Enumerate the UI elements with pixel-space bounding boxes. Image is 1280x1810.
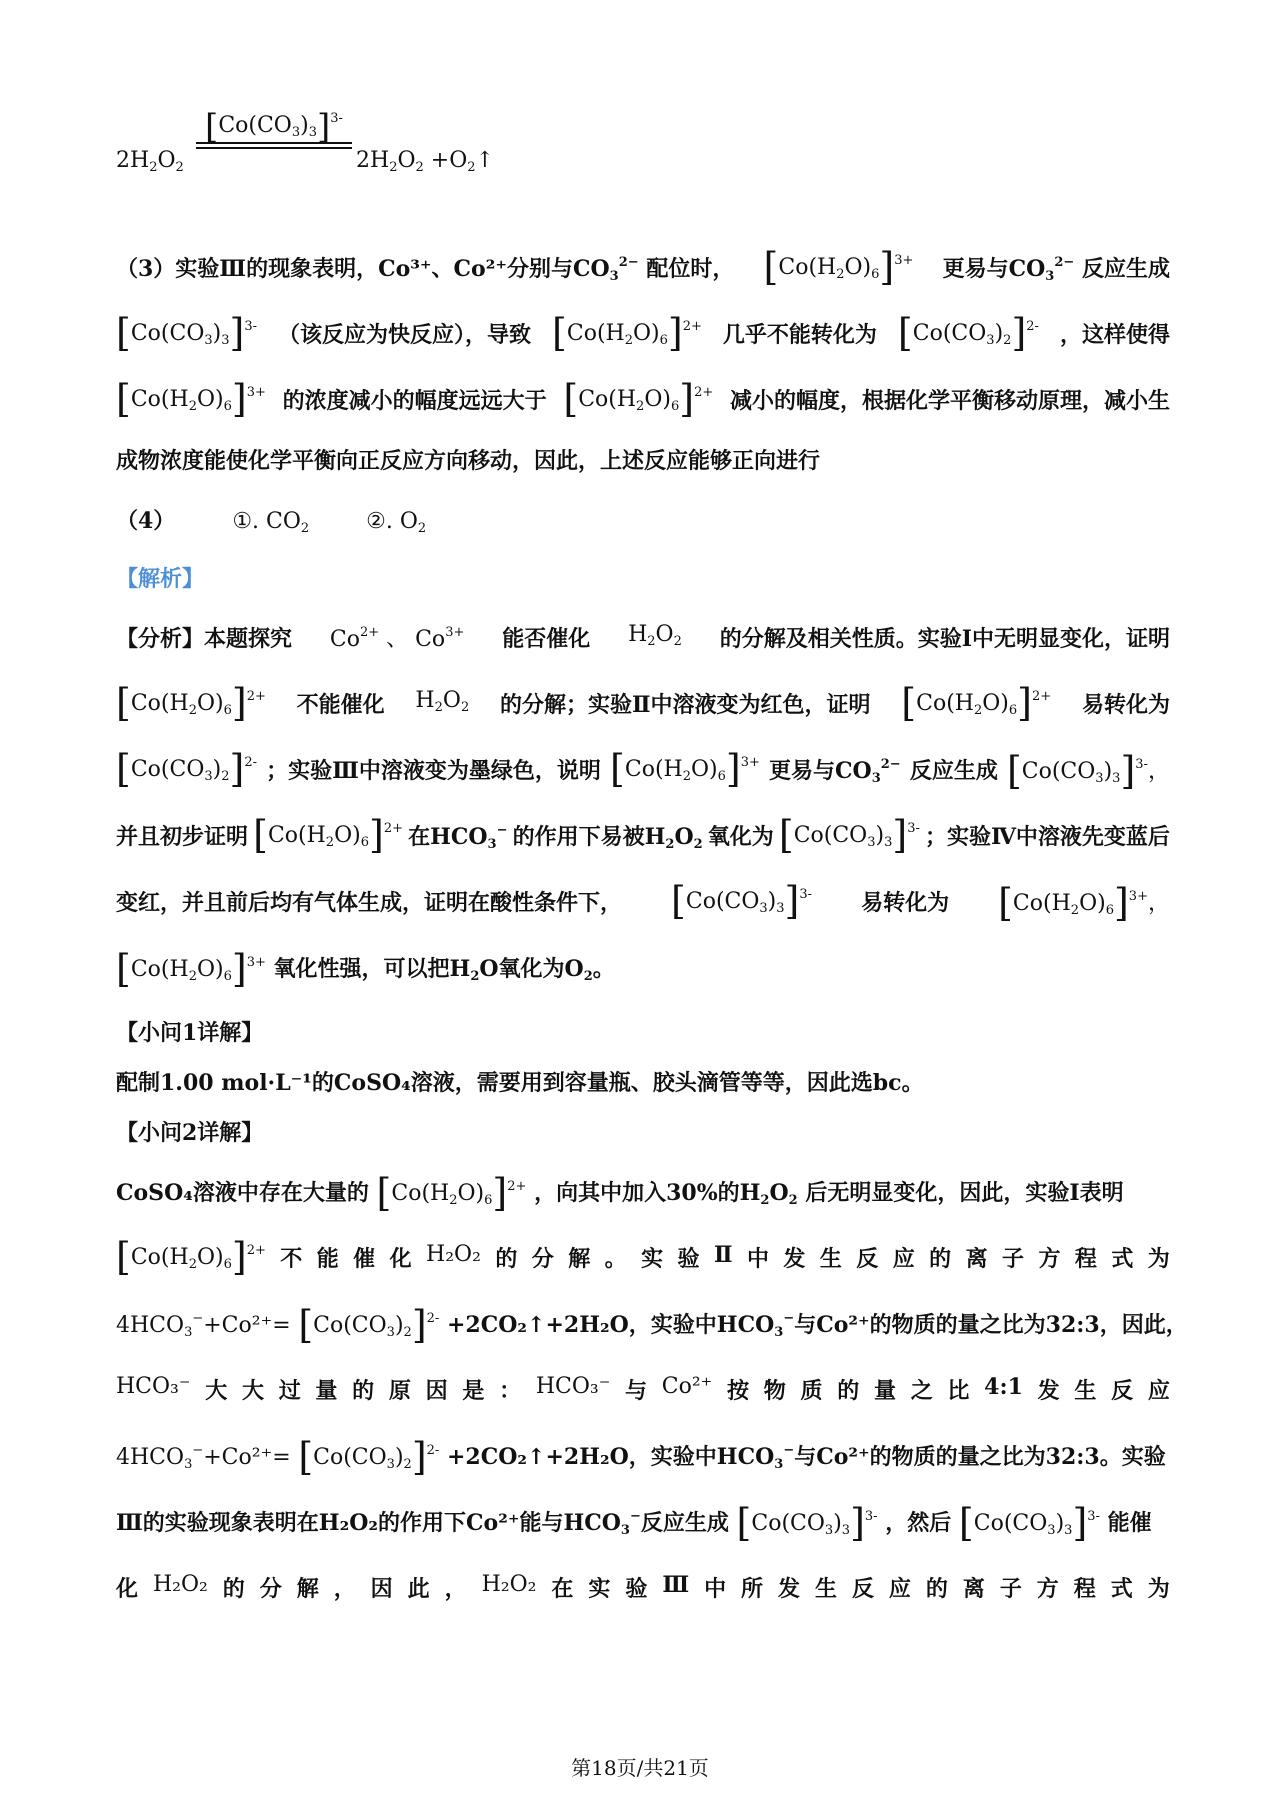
- analysis-line6: $[Co(H_2O)_6]^{3+}$ 氧化性强，可以把$H_2O$氧化为$O_2$。: [116, 947, 615, 991]
- q1-text: 配制1.00 mol·L⁻¹的CoSO₄溶液，需要用到容量瓶、胶头滴管等等，因此选bc。: [116, 1070, 924, 1096]
- top-equation: $2H_2O_2$ $[Co(CO_3)_3]^{3-}$ $2H_2O_2$ $+O_2↑$: [116, 107, 494, 175]
- p3-line4: 成物浓度能使化学平衡向正反应方向移动，因此，上述反应能够正向进行: [116, 448, 821, 474]
- analysis-line2: $[Co(H_2O)_6]^{2+}$ 不能催化 $H_2O_2$ 的分解；实验Ⅱ中溶液变为红色，证明 $[Co(H_2O)_6]^{2+}$ 易转化为: [116, 681, 1170, 725]
- q2-line6: Ⅲ的实验现象表明在H₂O₂的作用下Co²⁺能与$HCO_3^-$反应生成 $[Co(CO_3)_3]^{3-}$ ，然后 $[Co(CO_3)_3]^{3-}$ 能催: [116, 1501, 1152, 1545]
- analysis-line5: 变红，并且前后均有气体生成，证明在酸性条件下， $[Co(CO_3)_3]^{3-}$ 易转化为 $[Co(H_2O)_6]^{3+}$，: [116, 879, 1170, 925]
- page-footer: 第18页/共21页: [571, 1756, 709, 1780]
- p4-answers: （4） ①. $CO_2$ ②. $O_2$: [116, 508, 427, 536]
- p3-line3: $[Co(H_2O)_6]^{3+}$ 的浓度减小的幅度远远大于 $[Co(H_2O)_6]^{2+}$ 减小的幅度，根据化学平衡移动原理，减小生: [116, 377, 1170, 421]
- analysis-line4: 并且初步证明 $[Co(H_2O)_6]^{2+}$ 在$HCO_3^-$ 的作用下易被$H_2O_2$ 氧化为 $[Co(CO_3)_3]^{3-}$ ；实验Ⅳ中溶液先变蓝后: [116, 813, 1170, 857]
- q2-line7: 化 H₂O₂ 的 分 解 ， 因 此 ， H₂O₂ 在 实 验 Ⅲ 中 所 发 生 反 应 的 离 子 方 程 式 为: [116, 1572, 1170, 1602]
- p3-line2: $[Co(CO_3)_3]^{3-}$ （该反应为快反应），导致 $[Co(H_2O)_6]^{2+}$ 几乎不能转化为 $[Co(CO_3)_2]^{2-}$ ，这样使得: [116, 311, 1170, 355]
- q2-line2: $[Co(H_2O)_6]^{2+}$ 不 能 催 化 H₂O₂ 的 分 解 。 实 验 Ⅱ 中 发 生 反 应 的 离 子 方 程 式 为: [116, 1235, 1170, 1279]
- q2-line4: HCO₃⁻ 大 大 过 量 的 原 因 是 ： HCO₃⁻ 与 Co²⁺ 按 物 质 的 量 之 比 4:1 发 生 反 应: [116, 1374, 1170, 1404]
- p3-line1: （3）实验Ⅲ的现象表明，Co³⁺、Co²⁺分别与$CO_3^{2-}$ 配位时， $[Co(H_2O)_6]^{3+}$ 更易与$CO_3^{2-}$ 反应生成: [116, 245, 1170, 289]
- catalyst-over-arrow: $[Co(CO_3)_3]^{3-}$: [196, 112, 352, 149]
- q1-title: 【小问1详解】: [116, 1020, 264, 1046]
- analysis-line1: 【分析】本题探究 $Co^{2+}$ 、 $Co^{3+}$ 能否催化 $H_2O_2$ 的分解及相关性质。实验Ⅰ中无明显变化，证明: [116, 622, 1170, 652]
- q2-line5: $4HCO_3^-+Co^{2+}= [Co(CO_3)_2]^{2-}$ +2CO₂↑+2H₂O，实验中$HCO_3^-$与Co²⁺的物质的量之比为32:3。实验: [116, 1435, 1166, 1479]
- q2-line3: $4HCO_3^-+Co^{2+}= [Co(CO_3)_2]^{2-}$ +2CO₂↑+2H₂O，实验中$HCO_3^-$与Co²⁺的物质的量之比为32:3，因此，: [116, 1303, 1188, 1347]
- analysis-line3: $[Co(CO_3)_2]^{2-}$ ；实验Ⅲ中溶液变为墨绿色，说明 $[Co(H_2O)_6]^{3+}$ 更易与$CO_3^{2-}$ 反应生成 $[Co(CO_3)_3]^{3-}$，: [116, 747, 1170, 793]
- q2-line1: CoSO₄溶液中存在大量的 $[Co(H_2O)_6]^{2+}$ ，向其中加入30%的$H_2O_2$ 后无明显变化，因此，实验Ⅰ表明: [116, 1171, 1124, 1215]
- q2-title: 【小问2详解】: [116, 1120, 264, 1146]
- jiexi-heading: 【解析】: [116, 566, 205, 592]
